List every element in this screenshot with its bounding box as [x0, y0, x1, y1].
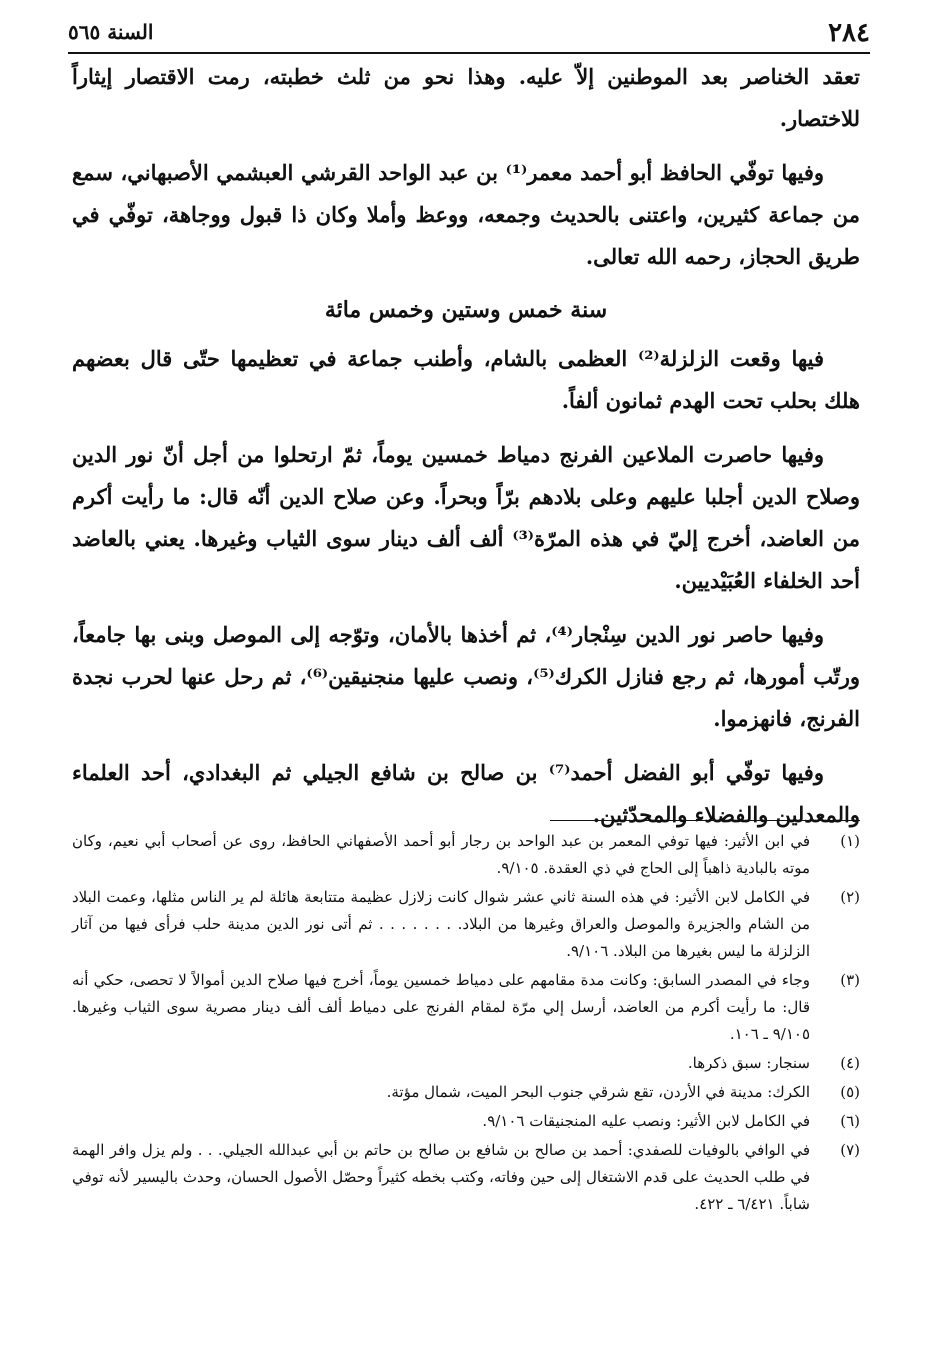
- footnote: [72, 1050, 860, 1077]
- footnote-text: الكرك: مدينة في الأردن، تقع شرقي جنوب البحر الميت، شمال مؤتة.: [386, 1083, 810, 1101]
- footnote-text: وجاء في المصدر السابق: وكانت مدة مقامهم على دمياط خمسين يوماً، أخرج فيها صلاح الدين أموالاً لا تحصى، حكي أنه قال: ما رأيت أكرم من العاضد، أرسل إلي مرّة لمقام الفرنج على دمياط ألف ألف دينار مصرية سوى الثياب وغيرها. ٩/١٠٥ ـ ١٠٦.: [72, 971, 810, 1043]
- footnote-divider: [550, 820, 860, 821]
- footnote-number: (٥): [840, 1083, 860, 1101]
- paragraph: وفيها حاصر نور الدين سِنْجار⁽⁴⁾، ثم أخذها بالأمان، وتوّجه إلى الموصل وبنى بها جامعاً، ورتّب أمورها، ثم رجع فنازل الكرك⁽⁵⁾، ونصب عليها منجنيقين⁽⁶⁾، ثم رحل عنها لحرب نجدة الفرنج، فانهزموا.: [72, 622, 860, 731]
- footnote-text: سنجار: سبق ذكرها.: [687, 1054, 810, 1072]
- paragraph: وفيها توفّي الحافظ أبو أحمد معمر⁽¹⁾ بن عبد الواحد القرشي العبشمي الأصبهاني، سمع من جماعة كثيرين، واعتنى بالحديث وجمعه، ووعظ وأملا وكان ذا قبول ووجاهة، توفّي في طريق الحجاز، رحمه الله تعالى.: [72, 160, 860, 269]
- paragraph: فيها وقعت الزلزلة⁽²⁾ العظمى بالشام، وأطنب جماعة في تعظيمها حتّى قال بعضهم هلك بحلب تحت الهدم ثمانون ألفاً.: [72, 346, 860, 413]
- footnote: [72, 828, 860, 882]
- footnote: [72, 884, 860, 965]
- footnote-text: في الكامل لابن الأثير: ونصب عليه المنجنيقات ٩/١٠٦.: [482, 1112, 810, 1130]
- footnote-number: (٤): [840, 1054, 860, 1072]
- footnote-number: (٧): [840, 1141, 860, 1159]
- footnote-text: في ابن الأثير: فيها توفي المعمر بن عبد الواحد بن رجار أبو أحمد الأصفهاني الحافظ، روى عن أصحاب أبي نعيم، وكان موته بالبادية ذاهباً إلى الحاج في ذي العقدة. ٩/١٠٥.: [72, 832, 810, 877]
- footnote-number: (١): [840, 832, 860, 850]
- main-text: [72, 56, 860, 848]
- paragraph: وفيها حاصرت الملاعين الفرنج دمياط خمسين يوماً، ثمّ ارتحلوا من أجل أنّ نور الدين وصلاح الدين أجلبا عليهم وعلى بلادهم برّاً وبحراً. وعن صلاح الدين أنّه قال: ما رأيت أكرم من العاضد، أخرج إليّ في هذه المرّة⁽³⁾ ألف ألف دينار سوى الثياب وغيرها. يعني بالعاضد أحد الخلفاء العُبَيْديين.: [72, 442, 860, 593]
- page-header: [68, 12, 870, 54]
- footnote-number: (٣): [840, 971, 860, 989]
- running-head: السنة ٥٦٥: [68, 20, 154, 44]
- footnote-text: في الكامل لابن الأثير: في هذه السنة ثاني عشر شوال كانت زلازل عظيمة متتابعة هائلة لم ير الناس مثلها، وعمت البلاد من الشام والجزيرة والموصل والعراق وغيرها من البلاد. . . . . . . . ثم أتى نور الدين مدينة حلب فرأى فيها من آثار الزلزلة ما ليس بغيرها من البلاد. ٩/١٠٦.: [72, 888, 810, 960]
- section-title: سنة خمس وستين وخمس مائة: [324, 297, 608, 323]
- footnote: [72, 1108, 860, 1135]
- footnote-number: (٢): [840, 888, 860, 906]
- paragraph: وفيها توفّي أبو الفضل أحمد⁽⁷⁾ بن صالح بن شافع الجيلي ثم البغدادي، أحد العلماء والمعدلين والفضلاء والمحدّثين.: [72, 760, 860, 827]
- footnotes: [72, 828, 860, 1220]
- footnote-number: (٦): [840, 1112, 860, 1130]
- footnote: [72, 1079, 860, 1106]
- footnote: [72, 1137, 860, 1218]
- footnote: [72, 967, 860, 1048]
- footnote-text: في الوافي بالوفيات للصفدي: أحمد بن صالح بن شافع بن صالح بن حاتم بن أبي عبدالله الجيلي. . . ولم يزل وافر الهمة في طلب الحديث على قدم الاشتغال إلى حين وفاته، وكتب بخطه كثيراً وحصّل الأصول الحسان، وحدث باليسير لأنه توفي شاباً. ٦/٤٢١ ـ ٤٢٢.: [72, 1141, 810, 1213]
- paragraph: تعقد الخناصر بعد الموطنين إلاّ عليه. وهذا نحو من ثلث خطبته، رمت الاقتصار إيثاراً للاختصار.: [72, 64, 860, 131]
- page-number: ٢٨٤: [828, 18, 870, 48]
